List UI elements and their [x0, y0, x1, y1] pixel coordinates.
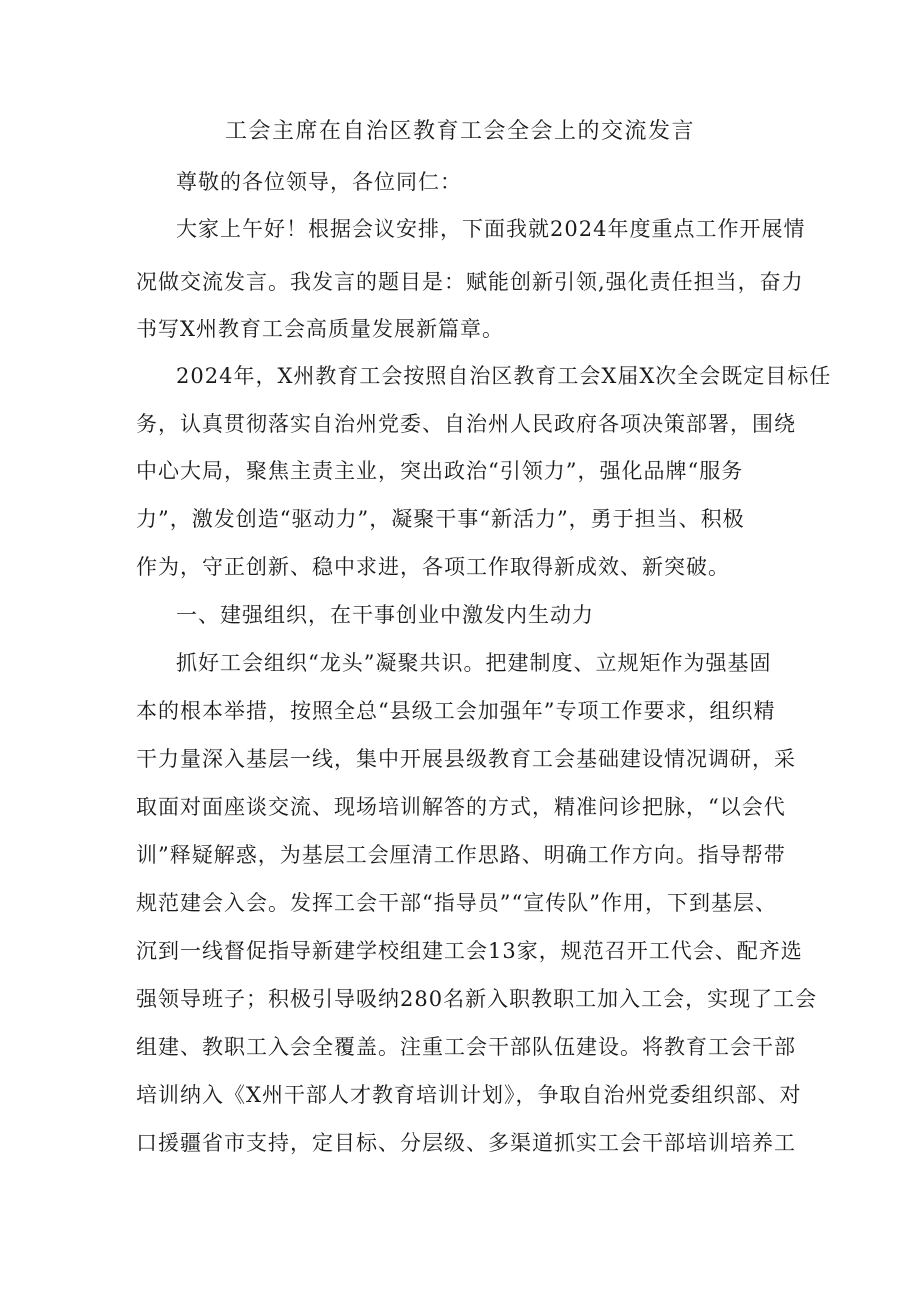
paragraph-line: 大家上午好！根据会议安排，下面我就2024年度重点工作开展情: [176, 217, 806, 241]
paragraph-line: 培训纳入《X州干部人才教育培训计划》，争取自治州党委组织部、对: [136, 1083, 802, 1107]
paragraph-line: 强领导班子；积极引导吸纳280名新入职教职工加入工会，实现了工会: [136, 987, 818, 1011]
paragraph-line: 沉到一线督促指导新建学校组建工会13家，规范召开工代会、配齐选: [136, 939, 803, 963]
paragraph-line: 2024年，X州教育工会按照自治区教育工会X届X次全会既定目标任: [176, 364, 832, 388]
paragraph-line: 书写X州教育工会高质量发展新篇章。: [136, 317, 504, 341]
paragraph-line: 本的根本举措，按照全总“县级工会加强年”专项工作要求，组织精: [136, 699, 776, 723]
section-heading: 一、建强组织，在干事创业中激发内生动力: [176, 603, 594, 627]
paragraph-line: 况做交流发言。我发言的题目是：赋能创新引领,强化责任担当，奋力: [136, 270, 804, 294]
paragraph-line: 规范建会入会。发挥工会干部“指导员”“宣传队”作用，下到基层、: [136, 891, 777, 915]
document-title: 工会主席在自治区教育工会全会上的交流发言: [224, 119, 695, 144]
paragraph-line: 干力量深入基层一线，集中开展县级教育工会基础建设情况调研，采: [136, 747, 796, 771]
paragraph-line: 取面对面座谈交流、现场培训解答的方式，精准问诊把脉，“以会代: [136, 795, 786, 819]
paragraph-line: 作为，守正创新、稳中求进，各项工作取得新成效、新突破。: [136, 555, 730, 579]
paragraph-line: 中心大局，聚焦主责主业，突出政治“引领力”，强化品牌“服务: [136, 459, 744, 483]
paragraph-line: 组建、教职工入会全覆盖。注重工会干部队伍建设。将教育工会干部: [136, 1035, 796, 1059]
paragraph-line: 抓好工会组织“龙头”凝聚共识。把建制度、立规矩作为强基固: [176, 651, 772, 675]
paragraph-line: 训”释疑解惑，为基层工会厘清工作思路、明确工作方向。指导帮带: [136, 843, 786, 867]
paragraph-line: 口援疆省市支持，定目标、分层级、多渠道抓实工会干部培训培养工: [136, 1131, 796, 1155]
paragraph-line: 务，认真贯彻落实自治州党委、自治州人民政府各项决策部署，围绕: [136, 412, 796, 436]
paragraph-line: 力”，激发创造“驱动力”，凝聚干事“新活力”，勇于担当、积极: [136, 507, 745, 531]
salutation: 尊敬的各位领导，各位同仁：: [176, 170, 462, 194]
